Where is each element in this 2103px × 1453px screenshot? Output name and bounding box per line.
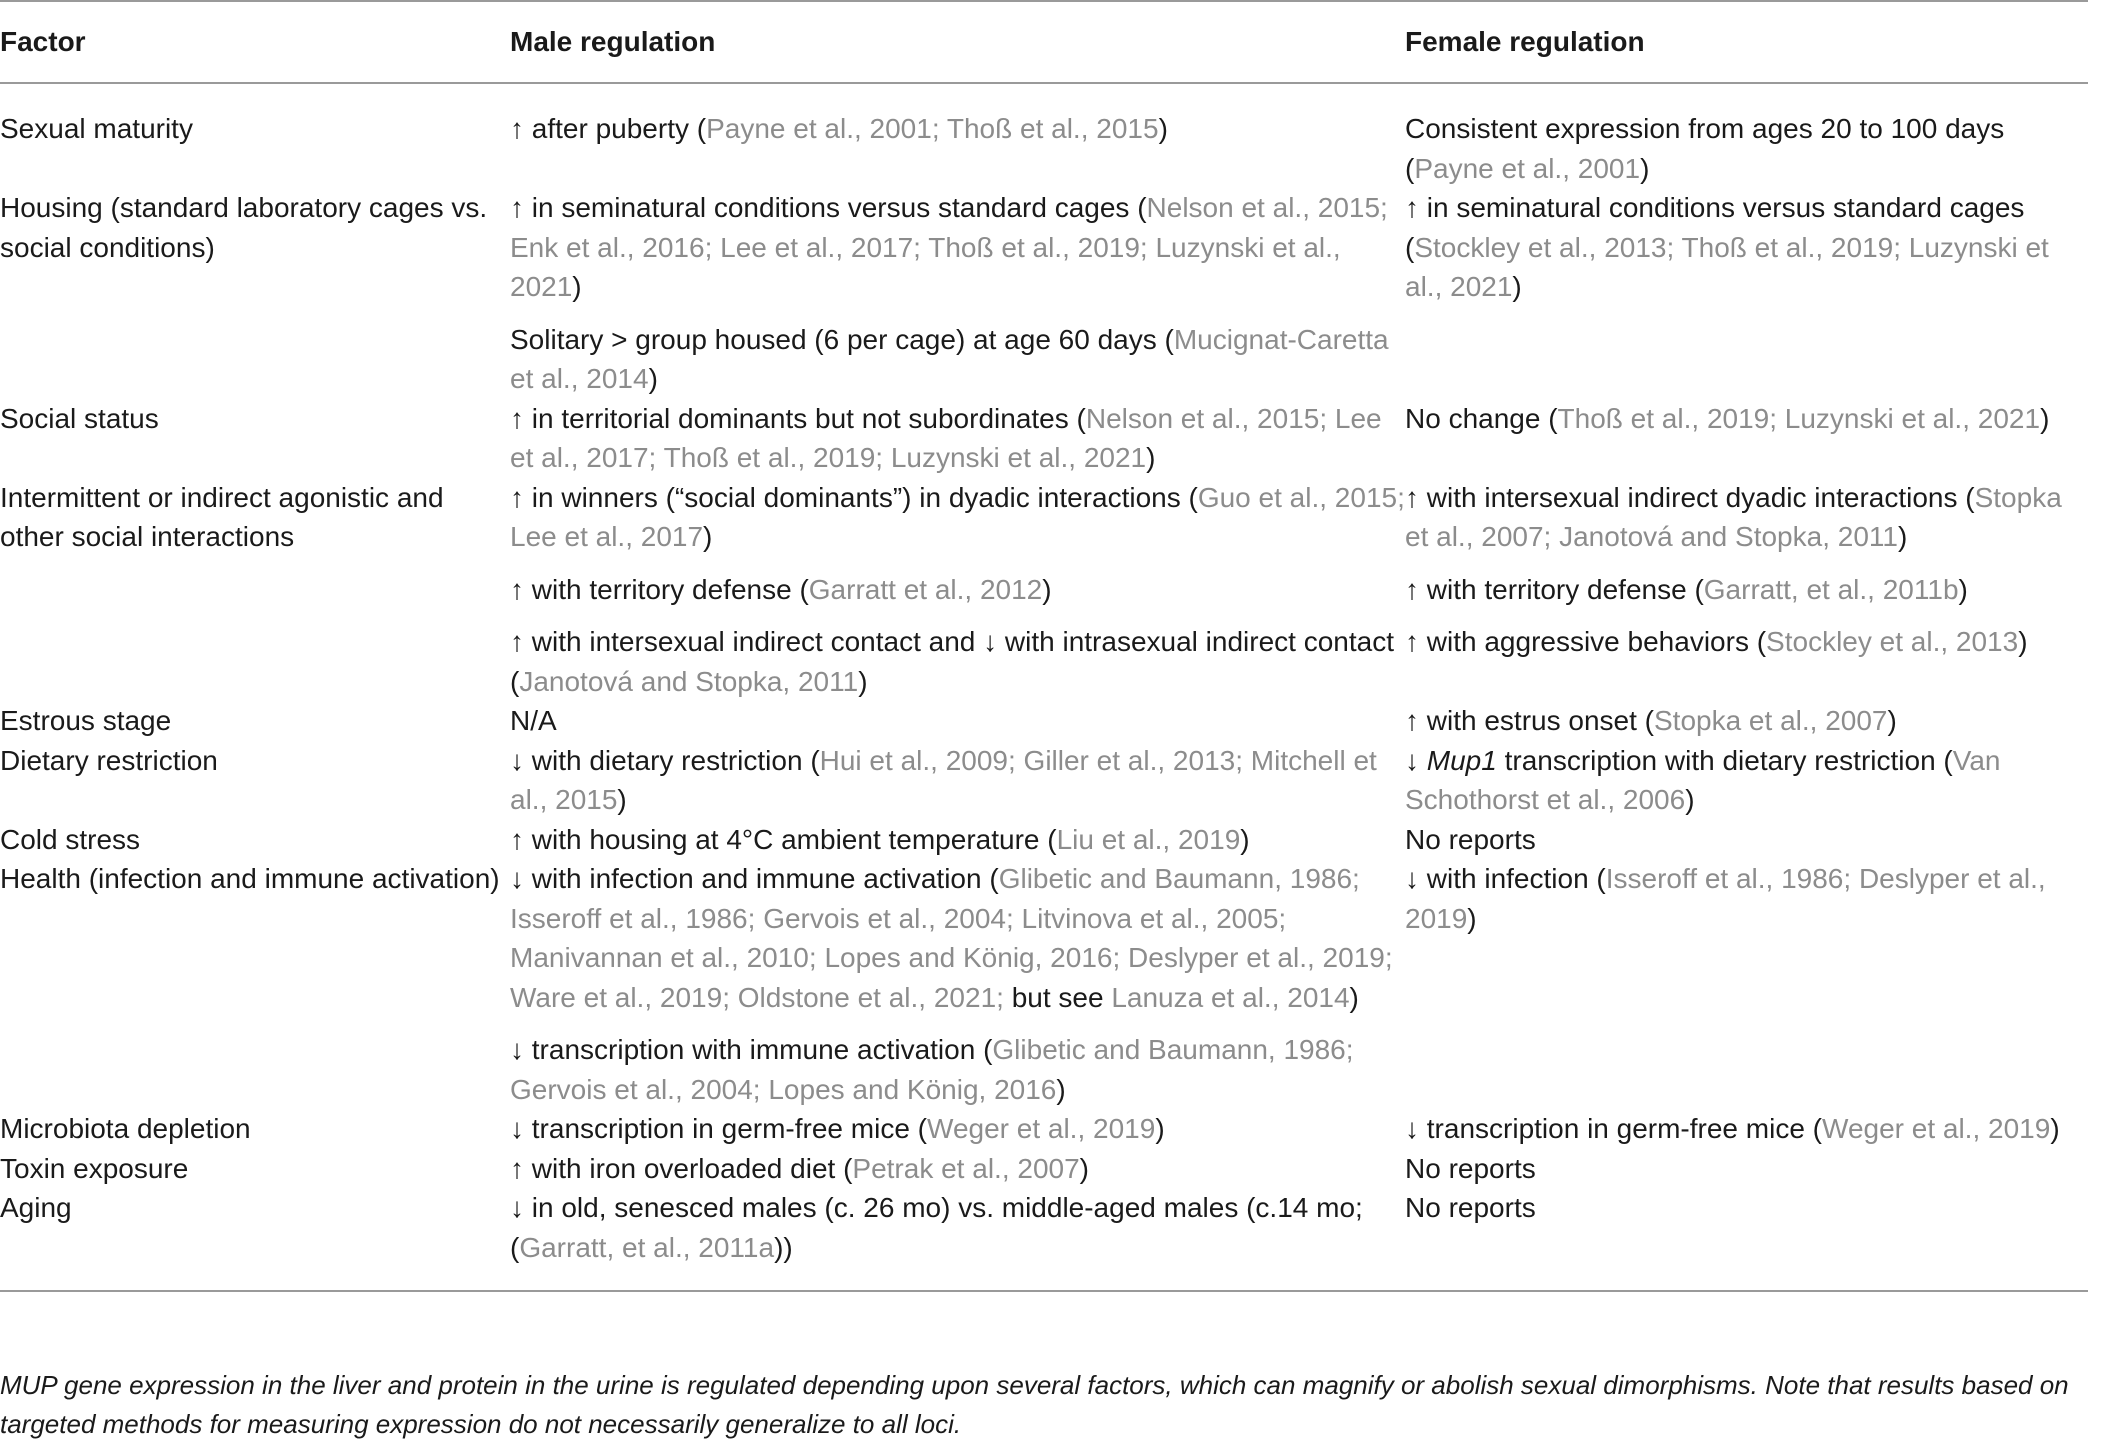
text-segment: ) <box>2050 1113 2060 1144</box>
text-segment: ↑ after puberty ( <box>510 113 707 144</box>
text-segment: ↑ with territory defense ( <box>510 573 809 605</box>
citation-text: Van Schothorst et al., 2006 <box>1405 744 2001 815</box>
factor-cell <box>0 307 510 399</box>
table-row <box>0 701 2088 741</box>
female-regulation-cell <box>1405 478 2088 557</box>
female-regulation-cell <box>1405 859 2088 1017</box>
table-body <box>0 83 2088 1291</box>
text-segment: ↓ in old, senesced males (c. 26 mo) vs. middle-aged males (c.14 mo; ( <box>510 1192 1363 1263</box>
table-row <box>0 1149 2088 1189</box>
male-regulation-cell <box>510 307 1405 399</box>
citation-text: Petrak et al., 2007 <box>852 1152 1080 1184</box>
text-segment: No reports <box>1405 1152 1536 1184</box>
factor-cell: Sexual maturity <box>0 113 193 144</box>
header-female-regulation: Female regulation <box>1405 1 2088 83</box>
factor-cell: Aging <box>0 1188 510 1291</box>
male-regulation-cell <box>510 478 1405 557</box>
header-male-regulation: Male regulation <box>510 1 1405 83</box>
text-segment: ↑ with intersexual indirect dyadic interactions ( <box>1405 481 1975 513</box>
female-regulation-cell <box>1405 1109 2088 1149</box>
table-row <box>0 1109 2088 1149</box>
table-row <box>0 557 2088 610</box>
text-segment: ) <box>1146 442 1156 473</box>
male-regulation-cell <box>510 1017 1405 1109</box>
citation-text: Garratt, et al., 2011b <box>1703 573 1959 605</box>
table-row <box>0 741 2088 820</box>
male-regulation-cell <box>510 557 1405 610</box>
citation-text: Weger et al., 2019 <box>927 1113 1156 1144</box>
text-segment: N/A <box>510 705 557 736</box>
text-segment: ↑ in territorial dominants but not subordinates ( <box>510 402 1086 434</box>
text-segment: but see <box>1003 981 1112 1013</box>
female-regulation-cell <box>1405 820 2088 860</box>
male-regulation-cell <box>510 741 1405 820</box>
table-row <box>0 820 2088 860</box>
citation-text: Mucignat-Caretta et al., 2014 <box>510 323 1389 394</box>
female-regulation-cell <box>1405 399 2088 478</box>
table-row <box>0 83 2088 188</box>
male-regulation-cell <box>510 820 1405 860</box>
citation-text: Stopka et al., 2007; Janotová and Stopka, 2011 <box>1405 481 2062 552</box>
citation-text: Nelson et al., 2015; Lee et al., 2017; Thoß et al., 2019; Luzynski et al., 2021 <box>510 402 1382 473</box>
female-regulation-cell <box>1405 609 2088 701</box>
text-segment: No reports <box>1405 823 1536 855</box>
text-segment: ↓ transcription in germ-free mice ( <box>1405 1113 1823 1144</box>
text-segment: ↑ with aggressive behaviors ( <box>1405 626 1767 657</box>
text-segment: ) <box>572 271 582 302</box>
text-segment: ↑ with housing at 4°C ambient temperature ( <box>510 823 1057 855</box>
text-segment: ) <box>648 363 658 394</box>
text-segment: ) <box>1467 902 1477 934</box>
factor-cell: Toxin exposure <box>0 1152 189 1184</box>
factor-cell: Housing (standard laboratory cages vs. social conditions) <box>0 192 488 263</box>
male-regulation-cell <box>510 188 1405 307</box>
text-segment: ) <box>703 521 713 552</box>
text-segment: ) <box>1958 573 1968 605</box>
text-segment: ) <box>1155 1113 1165 1144</box>
text-segment: ) <box>1042 573 1052 605</box>
citation-text: Liu et al., 2019 <box>1056 823 1241 855</box>
text-segment: ↓ with infection ( <box>1405 863 1606 894</box>
male-regulation-cell <box>510 609 1405 701</box>
table-row <box>0 478 2088 557</box>
table-row <box>0 859 2088 1017</box>
text-segment: ) <box>1512 271 1522 302</box>
female-regulation-cell <box>1405 1017 2088 1109</box>
female-regulation-cell <box>1405 1149 2088 1189</box>
text-segment: ) <box>1158 113 1168 144</box>
female-regulation-cell <box>1405 741 2088 820</box>
citation-text: Thoß et al., 2019; Luzynski et al., 2021 <box>1557 402 2041 434</box>
text-segment: ) <box>1685 784 1695 815</box>
table-row <box>0 307 2088 399</box>
text-segment: ) <box>1079 1152 1089 1184</box>
table-row <box>0 609 2088 701</box>
factor-cell: Estrous stage <box>0 705 172 736</box>
gene-name: Mup1 <box>1426 744 1497 776</box>
male-regulation-cell <box>510 701 1405 741</box>
female-regulation-cell <box>1405 701 2088 741</box>
citation-text: Isseroff et al., 1986; Deslyper et al., 2019 <box>1405 863 2046 934</box>
citation-text: Garratt et al., 2012 <box>808 573 1043 605</box>
table-row <box>0 188 2088 307</box>
table-row <box>0 399 2088 478</box>
table-caption: MUP gene expression in the liver and protein in the urine is regulated depending upon several factors, which can magnify or abolish sexual dimorphisms. Note that results based on targeted methods for measuring expression do not necessarily generalize to all loci. <box>0 1370 2069 1439</box>
text-segment: ) <box>858 665 868 697</box>
citation-text: Weger et al., 2019 <box>1822 1113 2051 1144</box>
factor-cell: Health (infection and immune activation) <box>0 863 500 894</box>
text-segment: ↑ in seminatural conditions versus standard cages ( <box>1405 192 2025 263</box>
factor-cell: Cold stress <box>0 823 141 855</box>
male-regulation-cell <box>510 83 1405 188</box>
female-regulation-cell <box>1405 307 2088 399</box>
citation-text: Stockley et al., 2013 <box>1766 626 2019 657</box>
text-segment: ) <box>617 784 627 815</box>
citation-text: Nelson et al., 2015; Enk et al., 2016; Lee et al., 2017; Thoß et al., 2019; Luzynski et al., 2021 <box>510 192 1388 302</box>
text-segment: ) <box>1887 705 1897 736</box>
text-segment: ↓ with infection and immune activation ( <box>510 863 999 894</box>
text-segment: ) <box>2018 626 2028 657</box>
factor-cell: Social status <box>0 402 159 434</box>
female-regulation-cell <box>1405 1188 2088 1291</box>
text-segment: ) <box>1056 1073 1066 1105</box>
male-regulation-cell <box>510 1149 1405 1189</box>
header-row <box>0 1 2088 83</box>
text-segment: No reports <box>1405 1192 1536 1223</box>
factor-cell: Intermittent or indirect agonistic and other social interactions <box>0 481 444 552</box>
citation-text: Payne et al., 2001 <box>1414 152 1641 184</box>
citation-text: Guo et al., 2015; Lee et al., 2017 <box>510 481 1405 552</box>
text-segment: ↓ transcription in germ-free mice ( <box>510 1113 928 1144</box>
citation-text: Stockley et al., 2013; Thoß et al., 2019; Luzynski et al., 2021 <box>1405 231 2049 302</box>
text-segment: )) <box>774 1231 793 1263</box>
text-segment: Consistent expression from ages 20 to 100 days ( <box>1405 113 2005 184</box>
text-segment: ) <box>1897 521 1908 552</box>
text-segment: No change ( <box>1405 402 1558 434</box>
table-header <box>0 1 2088 83</box>
citation-text: Hui et al., 2009; Giller et al., 2013; Mitchell et al., 2015 <box>510 744 1377 815</box>
male-regulation-cell <box>510 399 1405 478</box>
factor-cell: Microbiota depletion <box>0 1113 251 1144</box>
factor-cell <box>0 609 510 701</box>
citation-text: Glibetic and Baumann, 1986; Isseroff et al., 1986; Gervois et al., 2004; Litvinova et al., 2005; Manivannan et al., 2010; Lopes and König, 2016; Deslyper et al., 2019; Ware et al., 2019; Oldstone et al., 2021; <box>510 863 1393 1013</box>
text-segment: ↑ with intersexual indirect contact and ↓ with intrasexual indirect contact ( <box>510 626 1394 697</box>
citation-text: Glibetic and Baumann, 1986; Gervois et al., 2004; Lopes and König, 2016 <box>510 1034 1354 1105</box>
male-regulation-cell <box>510 859 1405 1017</box>
text-segment: ) <box>2040 402 2050 434</box>
text-segment: ↓ transcription with immune activation ( <box>510 1034 993 1065</box>
male-regulation-cell <box>510 1188 1405 1291</box>
text-segment: Solitary > group housed (6 per cage) at age 60 days ( <box>510 323 1174 355</box>
citation-text: Lanuza et al., 2014 <box>1111 981 1350 1013</box>
female-regulation-cell <box>1405 557 2088 610</box>
text-segment: transcription with dietary restriction ( <box>1496 744 1953 776</box>
text-segment: ↓ <box>1405 744 1427 776</box>
text-segment: ↑ in winners (“social dominants”) in dyadic interactions ( <box>510 481 1198 513</box>
citation-text: Stopka et al., 2007 <box>1653 705 1888 736</box>
factor-cell <box>0 1017 510 1109</box>
table-row <box>0 1017 2088 1109</box>
text-segment: ↓ with dietary restriction ( <box>510 744 820 776</box>
female-regulation-cell <box>1405 188 2088 307</box>
table-row <box>0 1188 2088 1291</box>
factor-cell: Dietary restriction <box>0 744 218 776</box>
text-segment: ↑ with territory defense ( <box>1405 573 1704 605</box>
citation-text: Payne et al., 2001; Thoß et al., 2015 <box>706 113 1159 144</box>
text-segment: ↑ with estrus onset ( <box>1405 705 1654 736</box>
text-segment: ↑ in seminatural conditions versus standard cages ( <box>510 192 1147 223</box>
citation-text: Garratt, et al., 2011a <box>519 1231 775 1263</box>
text-segment: ↑ with iron overloaded diet ( <box>510 1152 853 1184</box>
text-segment: ) <box>1349 981 1359 1013</box>
citation-text: Janotová and Stopka, 2011 <box>519 665 859 697</box>
text-segment: ) <box>1640 152 1650 184</box>
text-segment: ) <box>1240 823 1250 855</box>
male-regulation-cell <box>510 1109 1405 1149</box>
female-regulation-cell <box>1405 83 2088 188</box>
header-factor: Factor <box>0 1 510 83</box>
factor-cell <box>0 557 510 610</box>
